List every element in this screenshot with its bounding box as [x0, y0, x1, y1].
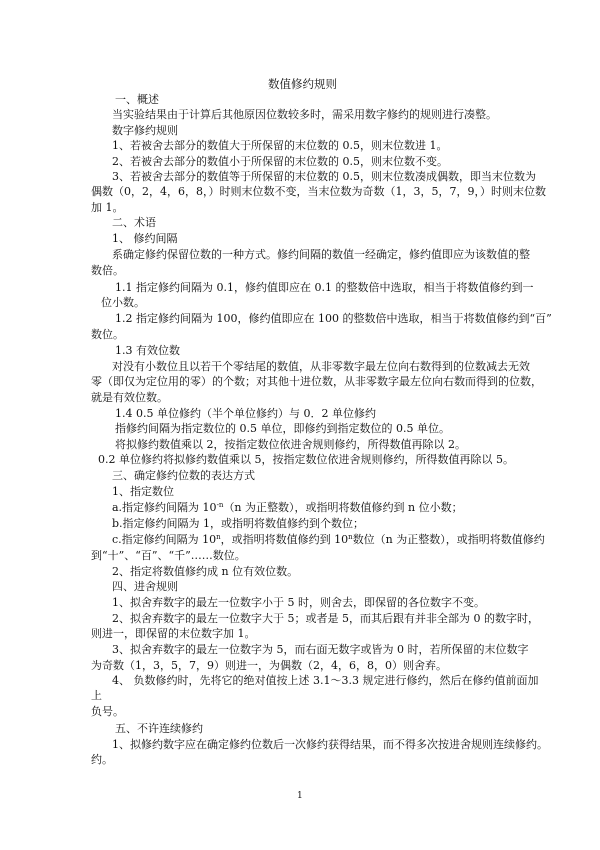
- document-title: 数值修约规则: [268, 77, 337, 91]
- section-3-heading: 三、确定修约位数的表达方式: [112, 469, 255, 482]
- rule-item: 3、拟舍弃数字的最左一位数字为 5，而右面无数字或皆为 0 时，若所保留的末位数字: [112, 643, 529, 656]
- page-number: 1: [297, 791, 303, 801]
- rule-item-continued: 加 1。: [91, 201, 124, 214]
- rule-item-continued: 则进一，即保留的末位数字加 1。: [91, 627, 256, 640]
- section-2-heading: 二、术语: [112, 216, 156, 229]
- list-item-continued: 到“十”、“百”、“千”……数位。: [91, 549, 246, 562]
- paragraph-continued: 数位。: [91, 328, 124, 341]
- paragraph-continued: 零（即仅为定位用的零）的个数；对其他十进位数，从非零数字最左位向右数而得到的位数，: [91, 375, 542, 388]
- rule-item: 2、拟舍弃数字的最左一位数字大于 5；或者是 5，而其后跟有并非全部为 0 的数字时，: [112, 612, 539, 625]
- section-1-heading: 一、概述: [115, 93, 159, 106]
- section-4-heading: 四、进舍规则: [112, 580, 178, 593]
- paragraph: 当实验结果由于计算后其他原因位数较多时，需采用数字修约的规则进行凑整。: [112, 108, 497, 121]
- rule-item-continued: 约。: [91, 753, 113, 766]
- subheading: 1、 修约间隔: [112, 232, 178, 245]
- rule-item-continued: 负号。: [91, 705, 124, 718]
- rule-item: 1、拟舍弃数字的最左一位数字小于 5 时，则舍去，即保留的各位数字不变。: [112, 596, 485, 609]
- section-5-heading: 五、不许连续修约: [115, 722, 203, 735]
- subheading: 1.3 有效位数: [115, 344, 180, 357]
- paragraph: 1.2 指定修约间隔为 100，修约值即应在 100 的整数倍中选取，相当于将数值修约到“百”: [115, 312, 552, 325]
- paragraph-continued: 就是有效位数。: [91, 391, 168, 404]
- list-item: c.指定修约间隔为 10$^n$，或指明将数值修约到 10$^n$数位（n 为正整数），或指明将数值修约: [112, 533, 545, 546]
- paragraph: 对没有小数位且以若干个零结尾的数值，从非零数字最左位向右数得到的位数减去无效: [112, 360, 530, 373]
- subheading: 1.4 0.5 单位修约（半个单位修约）与 0．2 单位修约: [115, 407, 376, 420]
- rule-item-continued: 偶数（0，2，4，6，8，）时则末位数不变，当末位数为奇数（1，3，5，7，9，）时则末位数: [91, 185, 546, 198]
- paragraph: 1.1 指定修约间隔为 0.1，修约值即应在 0.1 的整数倍中选取，相当于将数值修约到一: [115, 281, 534, 294]
- paragraph-continued: 数倍。: [91, 264, 124, 277]
- paragraph: 指修约间隔为指定数位的 0.5 单位，即修约到指定数位的 0.5 单位。: [115, 422, 450, 435]
- paragraph: 0.2 单位修约将拟修约数值乘以 5，按指定数位依进舍规则修约，所得数值再除以 5。: [98, 453, 514, 466]
- subheading: 2、指定将数值修约成 n 位有效位数。: [112, 565, 299, 578]
- rule-item: 1、若被舍去部分的数值大于所保留的末位数的 0.5，则末位数进 1。: [112, 139, 448, 152]
- rule-item-continued: 上: [91, 689, 102, 702]
- subheading: 1、指定数位: [112, 485, 174, 498]
- rule-item: 1、拟修约数字应在确定修约位数后一次修约获得结果，而不得多次按进舍规则连续修约。: [112, 738, 548, 751]
- list-item: b.指定修约间隔为 1，或指明将数值修约到个数位；: [112, 517, 365, 530]
- list-item: a.指定修约间隔为 $10^{-n}(n$ 为正整数），或指明将数值修约到 n 位小数；: [112, 501, 463, 514]
- rule-item: 4、 负数修约时，先将它的绝对值按上述 3.1～3.3 规定进行修约，然后在修约值前面加: [112, 674, 539, 687]
- rule-item: 2、若被舍去部分的数值小于所保留的末位数的 0.5，则末位数不变。: [112, 155, 448, 168]
- subheading: 数字修约规则: [112, 124, 178, 137]
- paragraph: 系确定修约保留位数的一种方式。修约间隔的数值一经确定，修约值即应为该数值的整: [112, 248, 530, 261]
- rule-item-continued: 为奇数（1，3，5，7，9）则进一，为偶数（2，4，6，8，0）则舍弃。: [91, 659, 447, 672]
- rule-item: 3、若被舍去部分的数值等于所保留的末位数的 0.5，则末位数凑成偶数，即当末位数为: [112, 170, 536, 183]
- paragraph-continued: 位小数。: [101, 296, 145, 309]
- paragraph: 将拟修约数值乘以 2，按指定数位依进舍规则修约，所得数值再除以 2。: [115, 438, 466, 451]
